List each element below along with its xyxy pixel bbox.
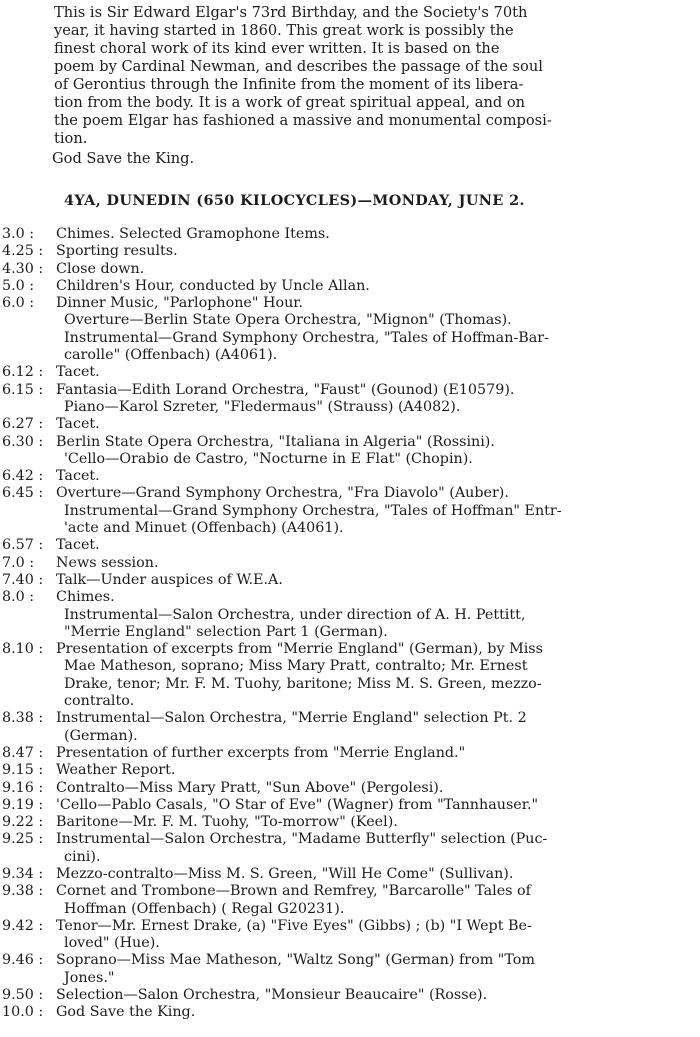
entry-description <box>56 468 666 485</box>
entry-line: Tacet. <box>56 468 100 485</box>
entry-line: Drake, tenor; Mr. F. M. Tuohy, baritone; Miss M. S. Green, mezzo- <box>64 675 542 692</box>
program-entry <box>2 243 666 260</box>
entry-line: 'Cello—Pablo Casals, "O Star of Eve" (Wagner) from "Tannhauser." <box>56 796 539 813</box>
entry-time: 6.42 : <box>2 468 44 485</box>
entry-line: Instrumental—Salon Orchestra, "Merrie England" selection Pt. 2 <box>56 710 527 727</box>
entry-description <box>56 883 666 918</box>
entry-line: 'acte and Minuet (Offenbach) (A4061). <box>64 520 344 537</box>
entry-time: 7.0 : <box>2 554 35 571</box>
entry-line: Instrumental—Grand Symphony Orchestra, "Tales of Hoffman-Bar- <box>64 329 549 346</box>
entry-time: 3.0 : <box>2 226 35 242</box>
intro-paragraph <box>52 4 664 168</box>
entry-description <box>56 710 666 745</box>
entry-description <box>56 555 666 572</box>
entry-line: Dinner Music, "Parlophone" Hour. <box>56 295 304 312</box>
entry-time: 9.19 : <box>2 796 44 813</box>
entry-line: cini). <box>64 848 101 865</box>
entry-time: 9.46 : <box>2 952 44 969</box>
entry-time: 8.10 : <box>2 641 44 658</box>
entry-line: Cornet and Trombone—Brown and Remfrey, "Barcarolle" Tales of <box>56 883 531 900</box>
entry-time: 6.12 : <box>2 364 44 381</box>
entry-time: 9.22 : <box>2 814 44 831</box>
program-entry <box>2 364 666 381</box>
entry-description <box>56 485 666 537</box>
program-entry <box>2 295 666 364</box>
entry-time: 9.42 : <box>2 917 44 934</box>
entry-description <box>56 278 666 295</box>
entry-time: 6.45 : <box>2 485 44 502</box>
entry-description <box>56 364 666 381</box>
entry-description <box>56 814 666 831</box>
intro-line: This is Sir Edward Elgar's 73rd Birthday, and the Society's 70th <box>54 4 528 21</box>
entry-description <box>56 866 666 883</box>
intro-text <box>52 4 664 148</box>
program-entry <box>2 710 666 745</box>
program-entry <box>2 434 666 469</box>
entry-description <box>56 745 666 762</box>
entry-line: Talk—Under auspices of W.E.A. <box>56 571 283 588</box>
entry-description <box>56 434 666 469</box>
entry-time: 6.57 : <box>2 537 44 554</box>
station-heading: 4YA, DUNEDIN (650 KILOCYCLES)—MONDAY, JUNE 2. <box>64 192 525 209</box>
program-entry <box>2 831 666 866</box>
entry-line: Baritone—Mr. F. M. Tuohy, "To-morrow" (Keel). <box>56 814 398 831</box>
program-entry <box>2 572 666 589</box>
entry-description <box>56 261 666 278</box>
program-entry <box>2 226 666 243</box>
entry-description <box>56 780 666 797</box>
entry-time: 6.0 : <box>2 295 35 312</box>
entry-description <box>56 987 666 1004</box>
entry-line: Instrumental—Salon Orchestra, under direction of A. H. Pettitt, <box>64 606 526 623</box>
intro-line: finest choral work of its kind ever written. It is based on the <box>54 40 500 57</box>
entry-description <box>56 537 666 554</box>
entry-line: Berlin State Opera Orchestra, "Italiana in Algeria" (Rossini). <box>56 433 495 450</box>
program-entry <box>2 918 666 953</box>
entry-line: Piano—Karol Szreter, "Fledermaus" (Strauss) (A4082). <box>64 398 461 415</box>
entry-line: Chimes. <box>56 589 115 606</box>
entry-time: 5.0 : <box>2 277 35 294</box>
intro-closing: God Save the King. <box>52 150 195 167</box>
program-entry <box>2 745 666 762</box>
entry-description <box>56 382 666 417</box>
program-schedule <box>2 226 666 1022</box>
entry-description <box>56 918 666 953</box>
intro-line: year, it having started in 1860. This great work is possibly the <box>54 22 514 39</box>
intro-line: poem by Cardinal Newman, and describes the passage of the soul <box>54 58 543 75</box>
entry-description <box>56 295 666 364</box>
entry-time: 6.27 : <box>2 416 44 433</box>
program-entry <box>2 641 666 710</box>
entry-line: Selection—Salon Orchestra, "Monsieur Beaucaire" (Rosse). <box>56 987 488 1004</box>
entry-time: 4.30 : <box>2 260 44 277</box>
program-entry <box>2 382 666 417</box>
entry-line: Weather Report. <box>56 762 176 779</box>
entry-line: Hoffman (Offenbach) ( Regal G20231). <box>64 900 345 917</box>
entry-line: carolle" (Offenbach) (A4061). <box>64 347 278 364</box>
intro-line: tion. <box>54 130 88 147</box>
entry-line: Tenor—Mr. Ernest Drake, (a) "Five Eyes" (Gibbs) ; (b) "I Wept Be- <box>56 917 532 934</box>
entry-line: Mezzo-contralto—Miss M. S. Green, "Will He Come" (Sullivan). <box>56 865 514 882</box>
entry-line: Soprano—Miss Mae Matheson, "Waltz Song" (German) from "Tom <box>56 952 535 969</box>
program-entry <box>2 780 666 797</box>
entry-time: 9.25 : <box>2 831 44 848</box>
entry-line: Instrumental—Grand Symphony Orchestra, "Tales of Hoffman" Entr- <box>64 502 562 519</box>
entry-line: Tacet. <box>56 537 100 554</box>
entry-description <box>56 952 666 987</box>
program-entry <box>2 468 666 485</box>
entry-description <box>56 797 666 814</box>
entry-line: Sporting results. <box>56 243 178 260</box>
entry-time: 9.34 : <box>2 865 44 882</box>
entry-description <box>56 641 666 710</box>
entry-line: News session. <box>56 554 159 571</box>
entry-line: Presentation of further excerpts from "Merrie England." <box>56 744 466 761</box>
entry-line: Chimes. Selected Gramophone Items. <box>56 226 330 242</box>
program-entry <box>2 1004 666 1021</box>
entry-time: 4.25 : <box>2 243 44 260</box>
entry-time: 9.16 : <box>2 779 44 796</box>
entry-line: loved" (Hue). <box>64 935 160 952</box>
intro-line: of Gerontius through the Infinite from the moment of its libera- <box>54 76 524 93</box>
entry-line: (German). <box>64 727 138 744</box>
program-entry <box>2 883 666 918</box>
program-entry <box>2 952 666 987</box>
program-entry <box>2 278 666 295</box>
entry-description <box>56 572 666 589</box>
entry-time: 9.38 : <box>2 883 44 900</box>
entry-line: Overture—Berlin State Opera Orchestra, "Mignon" (Thomas). <box>64 312 512 329</box>
entry-time: 6.15 : <box>2 381 44 398</box>
entry-description <box>56 589 666 641</box>
entry-line: Mae Matheson, soprano; Miss Mary Pratt, contralto; Mr. Ernest <box>64 658 528 675</box>
intro-line: tion from the body. It is a work of great spiritual appeal, and on <box>54 94 526 111</box>
entry-line: Jones." <box>64 969 115 986</box>
program-entry <box>2 866 666 883</box>
entry-time: 10.0 : <box>2 1004 44 1021</box>
entry-line: Tacet. <box>56 416 100 433</box>
entry-time: 8.38 : <box>2 710 44 727</box>
entry-time: 9.15 : <box>2 762 44 779</box>
program-entry <box>2 589 666 641</box>
entry-line: Contralto—Miss Mary Pratt, "Sun Above" (Pergolesi). <box>56 779 444 796</box>
entry-line: Close down. <box>56 260 145 277</box>
entry-line: 'Cello—Orabio de Castro, "Nocturne in E Flat" (Chopin). <box>64 450 473 467</box>
program-entry <box>2 797 666 814</box>
entry-line: Children's Hour, conducted by Uncle Allan. <box>56 277 370 294</box>
entry-description <box>56 226 666 243</box>
entry-line: Fantasia—Edith Lorand Orchestra, "Faust" (Gounod) (E10579). <box>56 381 515 398</box>
entry-time: 9.50 : <box>2 987 44 1004</box>
entry-line: God Save the King. <box>56 1004 196 1021</box>
intro-line: the poem Elgar has fashioned a massive and monumental composi- <box>54 112 552 129</box>
entry-line: Instrumental—Salon Orchestra, "Madame Butterfly" selection (Puc- <box>56 831 548 848</box>
entry-line: Overture—Grand Symphony Orchestra, "Fra Diavolo" (Auber). <box>56 485 509 502</box>
entry-description <box>56 416 666 433</box>
entry-line: "Merrie England" selection Part 1 (German). <box>64 623 388 640</box>
entry-time: 8.47 : <box>2 744 44 761</box>
entry-description <box>56 243 666 260</box>
entry-time: 8.0 : <box>2 589 35 606</box>
entry-description <box>56 762 666 779</box>
program-entry <box>2 555 666 572</box>
entry-time: 6.30 : <box>2 433 44 450</box>
program-entry <box>2 987 666 1004</box>
program-entry <box>2 261 666 278</box>
entry-description <box>56 1004 666 1021</box>
entry-description <box>56 831 666 866</box>
entry-line: contralto. <box>64 693 135 710</box>
entry-time: 7.40 : <box>2 571 44 588</box>
entry-line: Tacet. <box>56 364 100 381</box>
program-entry <box>2 485 666 537</box>
program-entry <box>2 537 666 554</box>
program-entry <box>2 814 666 831</box>
program-entry <box>2 416 666 433</box>
program-entry <box>2 762 666 779</box>
entry-line: Presentation of excerpts from "Merrie England" (German), by Miss <box>56 641 543 658</box>
